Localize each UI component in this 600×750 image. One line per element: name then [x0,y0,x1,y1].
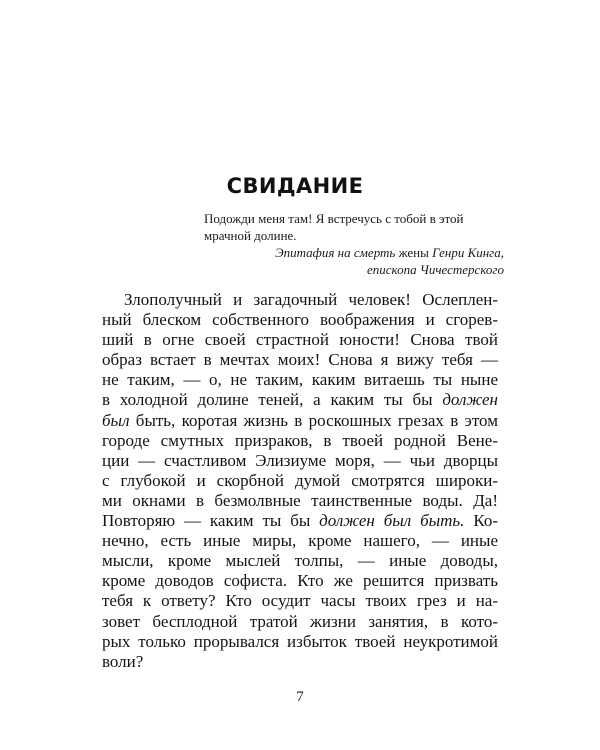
body-line: рых только прорывался избыток твоей неукротимой [102,631,498,651]
body-line-emphasis: был [102,410,130,430]
body-line: воли? [102,651,144,671]
epigraph-line: мрачной долине. [204,228,297,243]
body-line-emphasis: должен был быть. [319,511,465,531]
body-line: с глубокой и скорбной думой смотрятся широки- [102,470,498,490]
body-line: тебя к ответу? Кто осудит часы твоих грез и на- [102,591,498,611]
epigraph [204,210,504,278]
epigraph-attribution-part: жены [398,245,429,260]
chapter-title: СВИДАНИЕ [226,174,364,198]
body-line: образ встает в мечтах моих! Снова я вижу тебя — [102,350,498,370]
body-line-part: быть, коротая жизнь в роскошных грезах в этом [129,410,498,430]
body-line: ции — счастливом Элизиуме моря, — чьи дворцы [102,450,498,470]
body-line: мысли, кроме мыслей толпы, — иные доводы, [102,551,498,571]
body-line [102,390,498,410]
body-line: нечно, есть иные миры, кроме нашего, — иные [102,531,498,551]
body-line [102,411,498,431]
body-line: кроме доводов софиста. Кто же решится призвать [102,571,498,591]
epigraph-attribution-part: Генри Кинга, [428,245,504,260]
epigraph-line: Подожди меня там! Я встречусь с тобой в этой [204,211,464,226]
body-line-part: в холодной долине теней, а каким ты бы [102,390,443,410]
epigraph-attribution-line: епископа Чичестерского [367,262,504,277]
body-line: городе смутных призраков, в твоей родной Вене- [102,430,498,450]
epigraph-attribution [204,244,504,261]
body-line: ший в огне своей страстной юности! Снова твой [102,330,498,350]
body-line-emphasis: должен [442,390,498,410]
body-line-part: Повторяю — каким ты бы [102,511,320,531]
body-line: ный блеском собственного воображения и сгорев- [102,310,498,330]
body-line-part: Ко- [464,511,498,531]
body-text [102,290,498,672]
body-line: не таким, — о, не таким, каким витаешь ты ныне [102,370,498,390]
body-line: Злополучный и загадочный человек! Ослеплен- [124,290,498,309]
epigraph-attribution-part: Эпитафия на смерть [275,245,399,260]
body-line: ми окнами в безмолвные таинственные воды. Да! [102,490,498,510]
page-number: 7 [296,689,304,705]
body-line [102,511,498,531]
body-line: зовет бесплодной тратой жизни занятия, в кото- [102,611,498,631]
